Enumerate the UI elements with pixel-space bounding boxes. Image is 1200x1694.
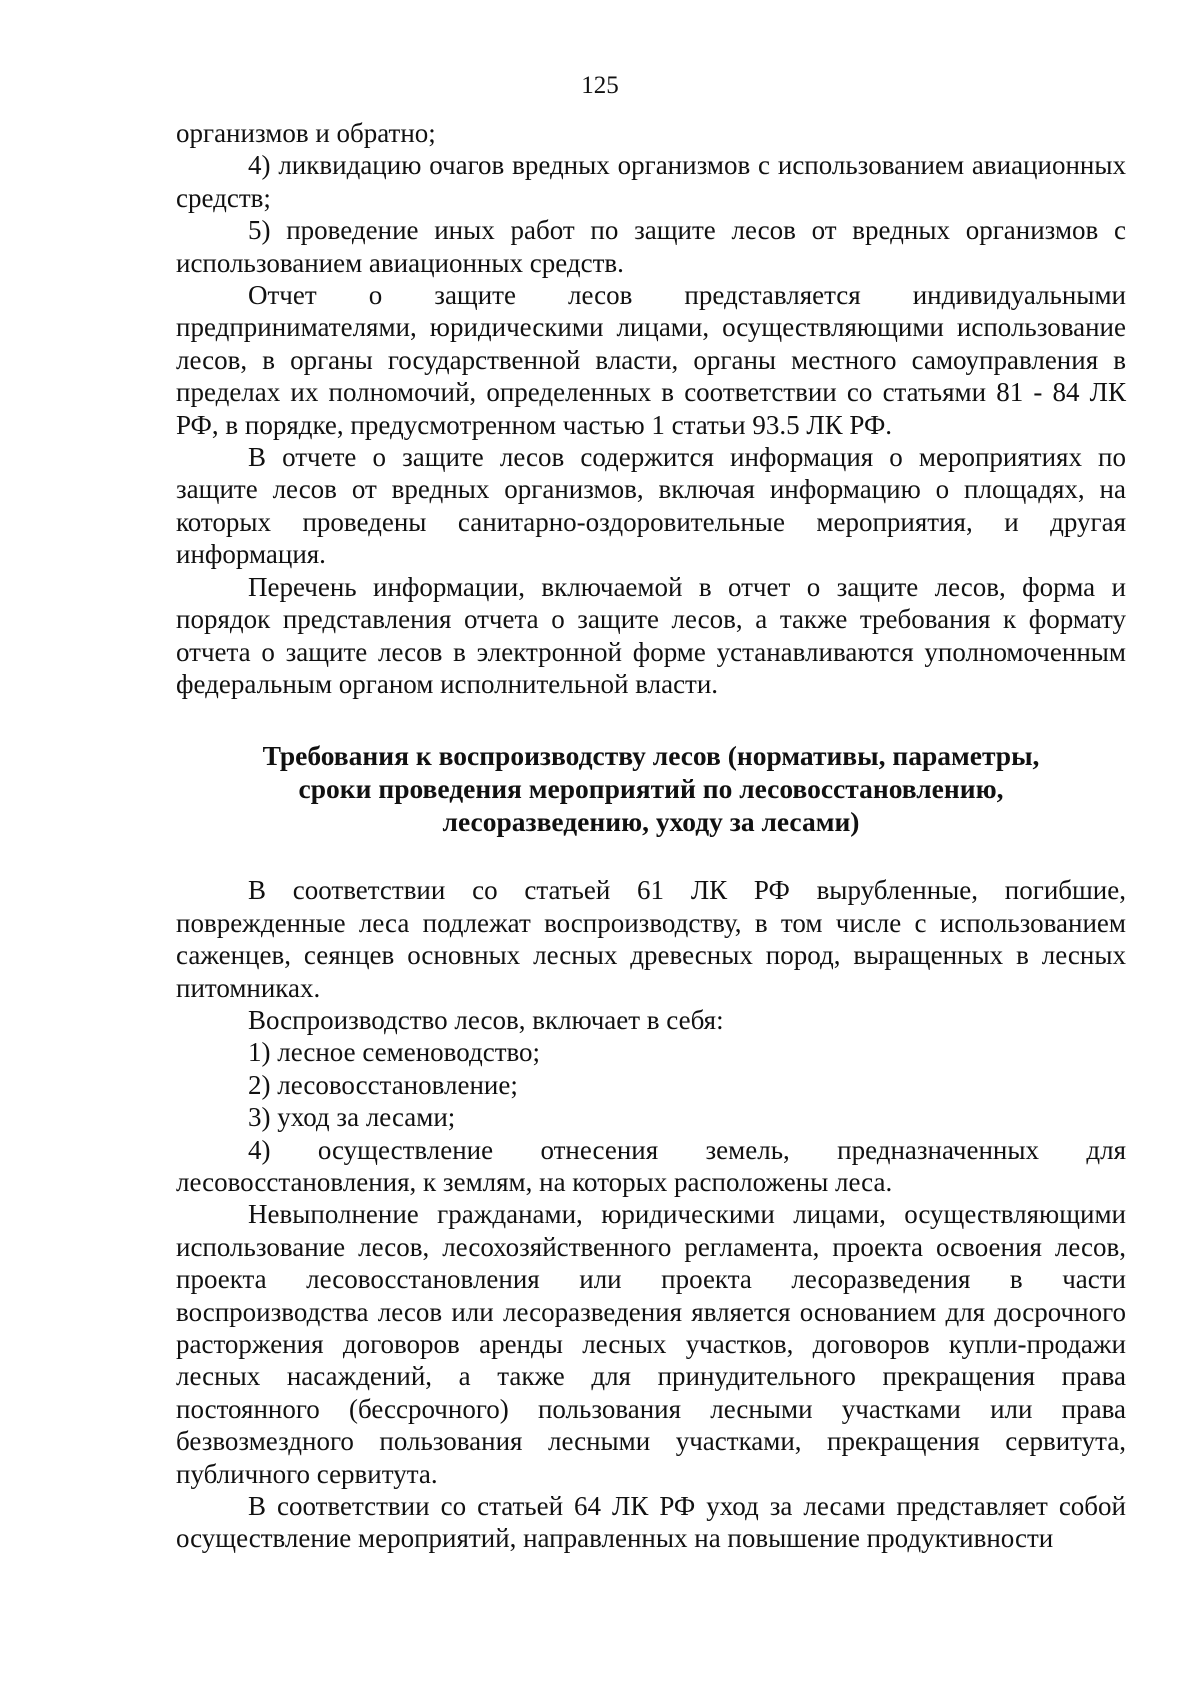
list-item-seed-production: 1) лесное семеноводство; [248, 1037, 541, 1068]
list-item-reforestation: 2) лесовосстановление; [248, 1069, 518, 1100]
paragraph-continuation: организмов и обратно; [176, 118, 436, 148]
section-heading-line-1: Требования к воспроизводству лесов (нормативы, параметры, [262, 740, 1040, 772]
paragraph-article-64: В соответствии со статьей 64 ЛК РФ уход за лесами представляет собой осуществление мероприятий, направленных на повышение продуктивности [176, 1491, 1126, 1554]
paragraph-non-compliance: Невыполнение гражданами, юридическими лицами, осуществляющими использование лесов, лесохозяйственного регламента, проекта освоения лесов, проекта лесовосстановления или проекта лесоразведения в части воспроизводства лесов или лесоразведения является основанием для досрочного расторжения договоров аренды лесных участков, договоров купли-продажи лесных насаждений, а также для принудительного прекращения права постоянного (бессрочного) пользования лесными участками или права безвозмездного пользования лесными участками, прекращения сервитута, публичного сервитута. [176, 1199, 1126, 1489]
list-item-5-aviation: 5) проведение иных работ по защите лесов от вредных организмов с использованием авиационных средств. [176, 215, 1126, 278]
page-number: 125 [581, 72, 619, 99]
paragraph-article-61: В соответствии со статьей 61 ЛК РФ вырубленные, погибшие, поврежденные леса подлежат воспроизводству, в том числе с использованием саженцев, сеянцев основных лесных древесных пород, выращенных в лесных питомниках. [176, 875, 1126, 1003]
list-item-land-assignment: 4) осуществление отнесения земель, предназначенных для лесовосстановления, к землям, на которых расположены леса. [176, 1134, 1126, 1197]
section-heading-line-2: сроки проведения мероприятий по лесовосстановлению, [298, 773, 1004, 805]
paragraph-report-submission: Отчет о защите лесов представляется индивидуальными предпринимателями, юридическими лицами, осуществляющими использование лесов, в органы государственной власти, органы местного самоуправления в пределах их полномочий, определенных в соответствии со статьями 81 - 84 ЛК РФ, в порядке, предусмотренном частью 1 статьи 93.5 ЛК РФ. [176, 280, 1126, 440]
list-item-forest-care: 3) уход за лесами; [248, 1102, 456, 1133]
section-heading [176, 739, 1126, 838]
list-item-4-aviation: 4) ликвидацию очагов вредных организмов с использованием авиационных средств; [176, 150, 1126, 213]
section-heading-line-3: лесоразведению, уходу за лесами) [442, 806, 860, 838]
paragraph-report-format: Перечень информации, включаемой в отчет о защите лесов, форма и порядок представления отчета о защите лесов, а также требования к формату отчета о защите лесов в электронной форме устанавливаются уполномоченным федеральным органом исполнительной власти. [176, 571, 1126, 699]
paragraph-report-content: В отчете о защите лесов содержится информация о мероприятиях по защите лесов от вредных организмов, включая информацию о площадях, на которых проведены санитарно-оздоровительные мероприятия, и другая информация. [176, 442, 1126, 570]
document-body [176, 117, 1126, 1555]
paragraph-reproduction-includes: Воспроизводство лесов, включает в себя: [248, 1004, 724, 1035]
